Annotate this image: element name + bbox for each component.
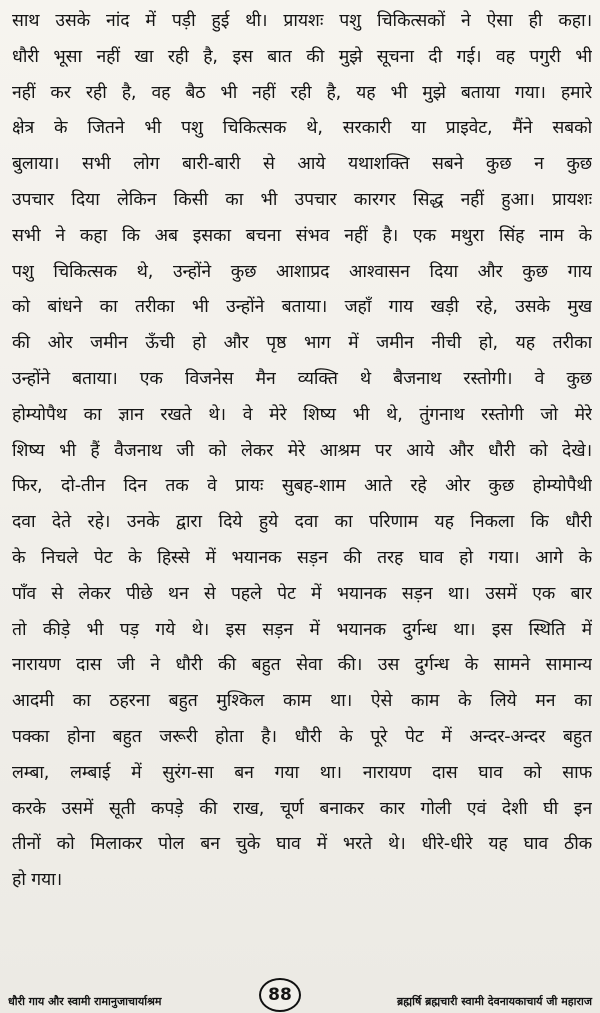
text-line: दवा देते रहे। उनके द्वारा दिये हुये दवा का परिणाम यह निकला कि धौरी xyxy=(12,512,592,533)
text-line: सभी ने कहा कि अब इसका बचना संभव नहीं है। एक मथुरा सिंह नाम के xyxy=(12,225,592,246)
text-line: के निचले पेट के हिस्से में भयानक सड़न की तरह घाव हो गया। आगे के xyxy=(12,547,592,568)
text-line: की ओर जमीन ऊँची हो और पृष्ठ भाग में जमीन नीची हो, यह तरीका xyxy=(12,333,592,354)
footer-book-title: धौरी गाय और स्वामी रामानुजाचार्याश्रम xyxy=(8,995,162,1008)
body-text xyxy=(12,4,592,899)
text-line: को बांधने का तरीका भी उन्होंने बताया। जहाँ गाय खड़ी रहे, उसके मुख xyxy=(12,297,592,318)
text-line: धौरी भूसा नहीं खा रही है, इस बात की मुझे सूचना दी गई। वह पगुरी भी xyxy=(12,46,592,67)
text-line: बुलाया। सभी लोग बारी-बारी से आये यथाशक्ति सबने कुछ न कुछ xyxy=(12,154,592,175)
text-line: होम्योपैथ का ज्ञान रखते थे। वे मेरे शिष्य भी थे, तुंगनाथ रस्तोगी जो मेरे xyxy=(12,404,592,425)
text-line: पाँव से लेकर पीछे थन से पहले पेट में भयानक सड़न था। उसमें एक बार xyxy=(12,583,592,604)
text-line: तीनों को मिलाकर पोल बन चुके घाव में भरते थे। धीरे-धीरे यह घाव ठीक xyxy=(12,834,592,855)
page-number: 88 xyxy=(259,978,301,1012)
text-line: क्षेत्र के जितने भी पशु चिकित्सक थे, सरकारी या प्राइवेट, मैंने सबको xyxy=(12,118,592,139)
text-line: लम्बा, लम्बाई में सुरंग-सा बन गया था। नारायण दास घाव को साफ xyxy=(12,762,592,783)
text-line: उन्होंने बताया। एक विजनेस मैन व्यक्ति थे बैजनाथ रस्तोगी। वे कुछ xyxy=(12,368,592,389)
text-line: शिष्य भी हैं वैजनाथ जी को लेकर मेरे आश्रम पर आये और धौरी को देखे। xyxy=(12,440,592,461)
text-line: नहीं कर रही है, वह बैठ भी नहीं रही है, यह भी मुझे बताया गया। हमारे xyxy=(12,82,592,103)
text-line: आदमी का ठहरना बहुत मुश्किल काम था। ऐसे काम के लिये मन का xyxy=(12,691,592,712)
text-line: साथ उसके नांद में पड़ी हुई थी। प्रायशः पशु चिकित्सकों ने ऐसा ही कहा। xyxy=(12,11,592,31)
text-line: नारायण दास जी ने धौरी की बहुत सेवा की। उस दुर्गन्ध के सामने सामान्य xyxy=(12,655,592,676)
text-line: करके उसमें सूती कपड़े की राख, चूर्ण बनाकर कार गोली एवं देशी घी इन xyxy=(12,798,592,819)
text-line: पक्का होना बहुत जरूरी होता है। धौरी के पूरे पेट में अन्दर-अन्दर बहुत xyxy=(12,726,592,747)
text-line: पशु चिकित्सक थे, उन्होंने कुछ आशाप्रद आश्वासन दिया और कुछ गाय xyxy=(12,261,592,282)
footer-author: ब्रह्मर्षि ब्रह्मचारी स्वामी देवनायकाचार्य जी महाराज xyxy=(397,995,592,1008)
text-line: फिर, दो-तीन दिन तक वे प्रायः सुबह-शाम आते रहे ओर कुछ होम्योपैथी xyxy=(12,476,592,497)
text-line: उपचार दिया लेकिन किसी का भी उपचार कारगर सिद्ध नहीं हुआ। प्रायशः xyxy=(12,189,592,210)
text-line: तो कीड़े भी पड़ गये थे। इस सड़न में भयानक दुर्गन्ध था। इस स्थिति में xyxy=(12,619,592,640)
text-line: हो गया। xyxy=(12,870,63,891)
